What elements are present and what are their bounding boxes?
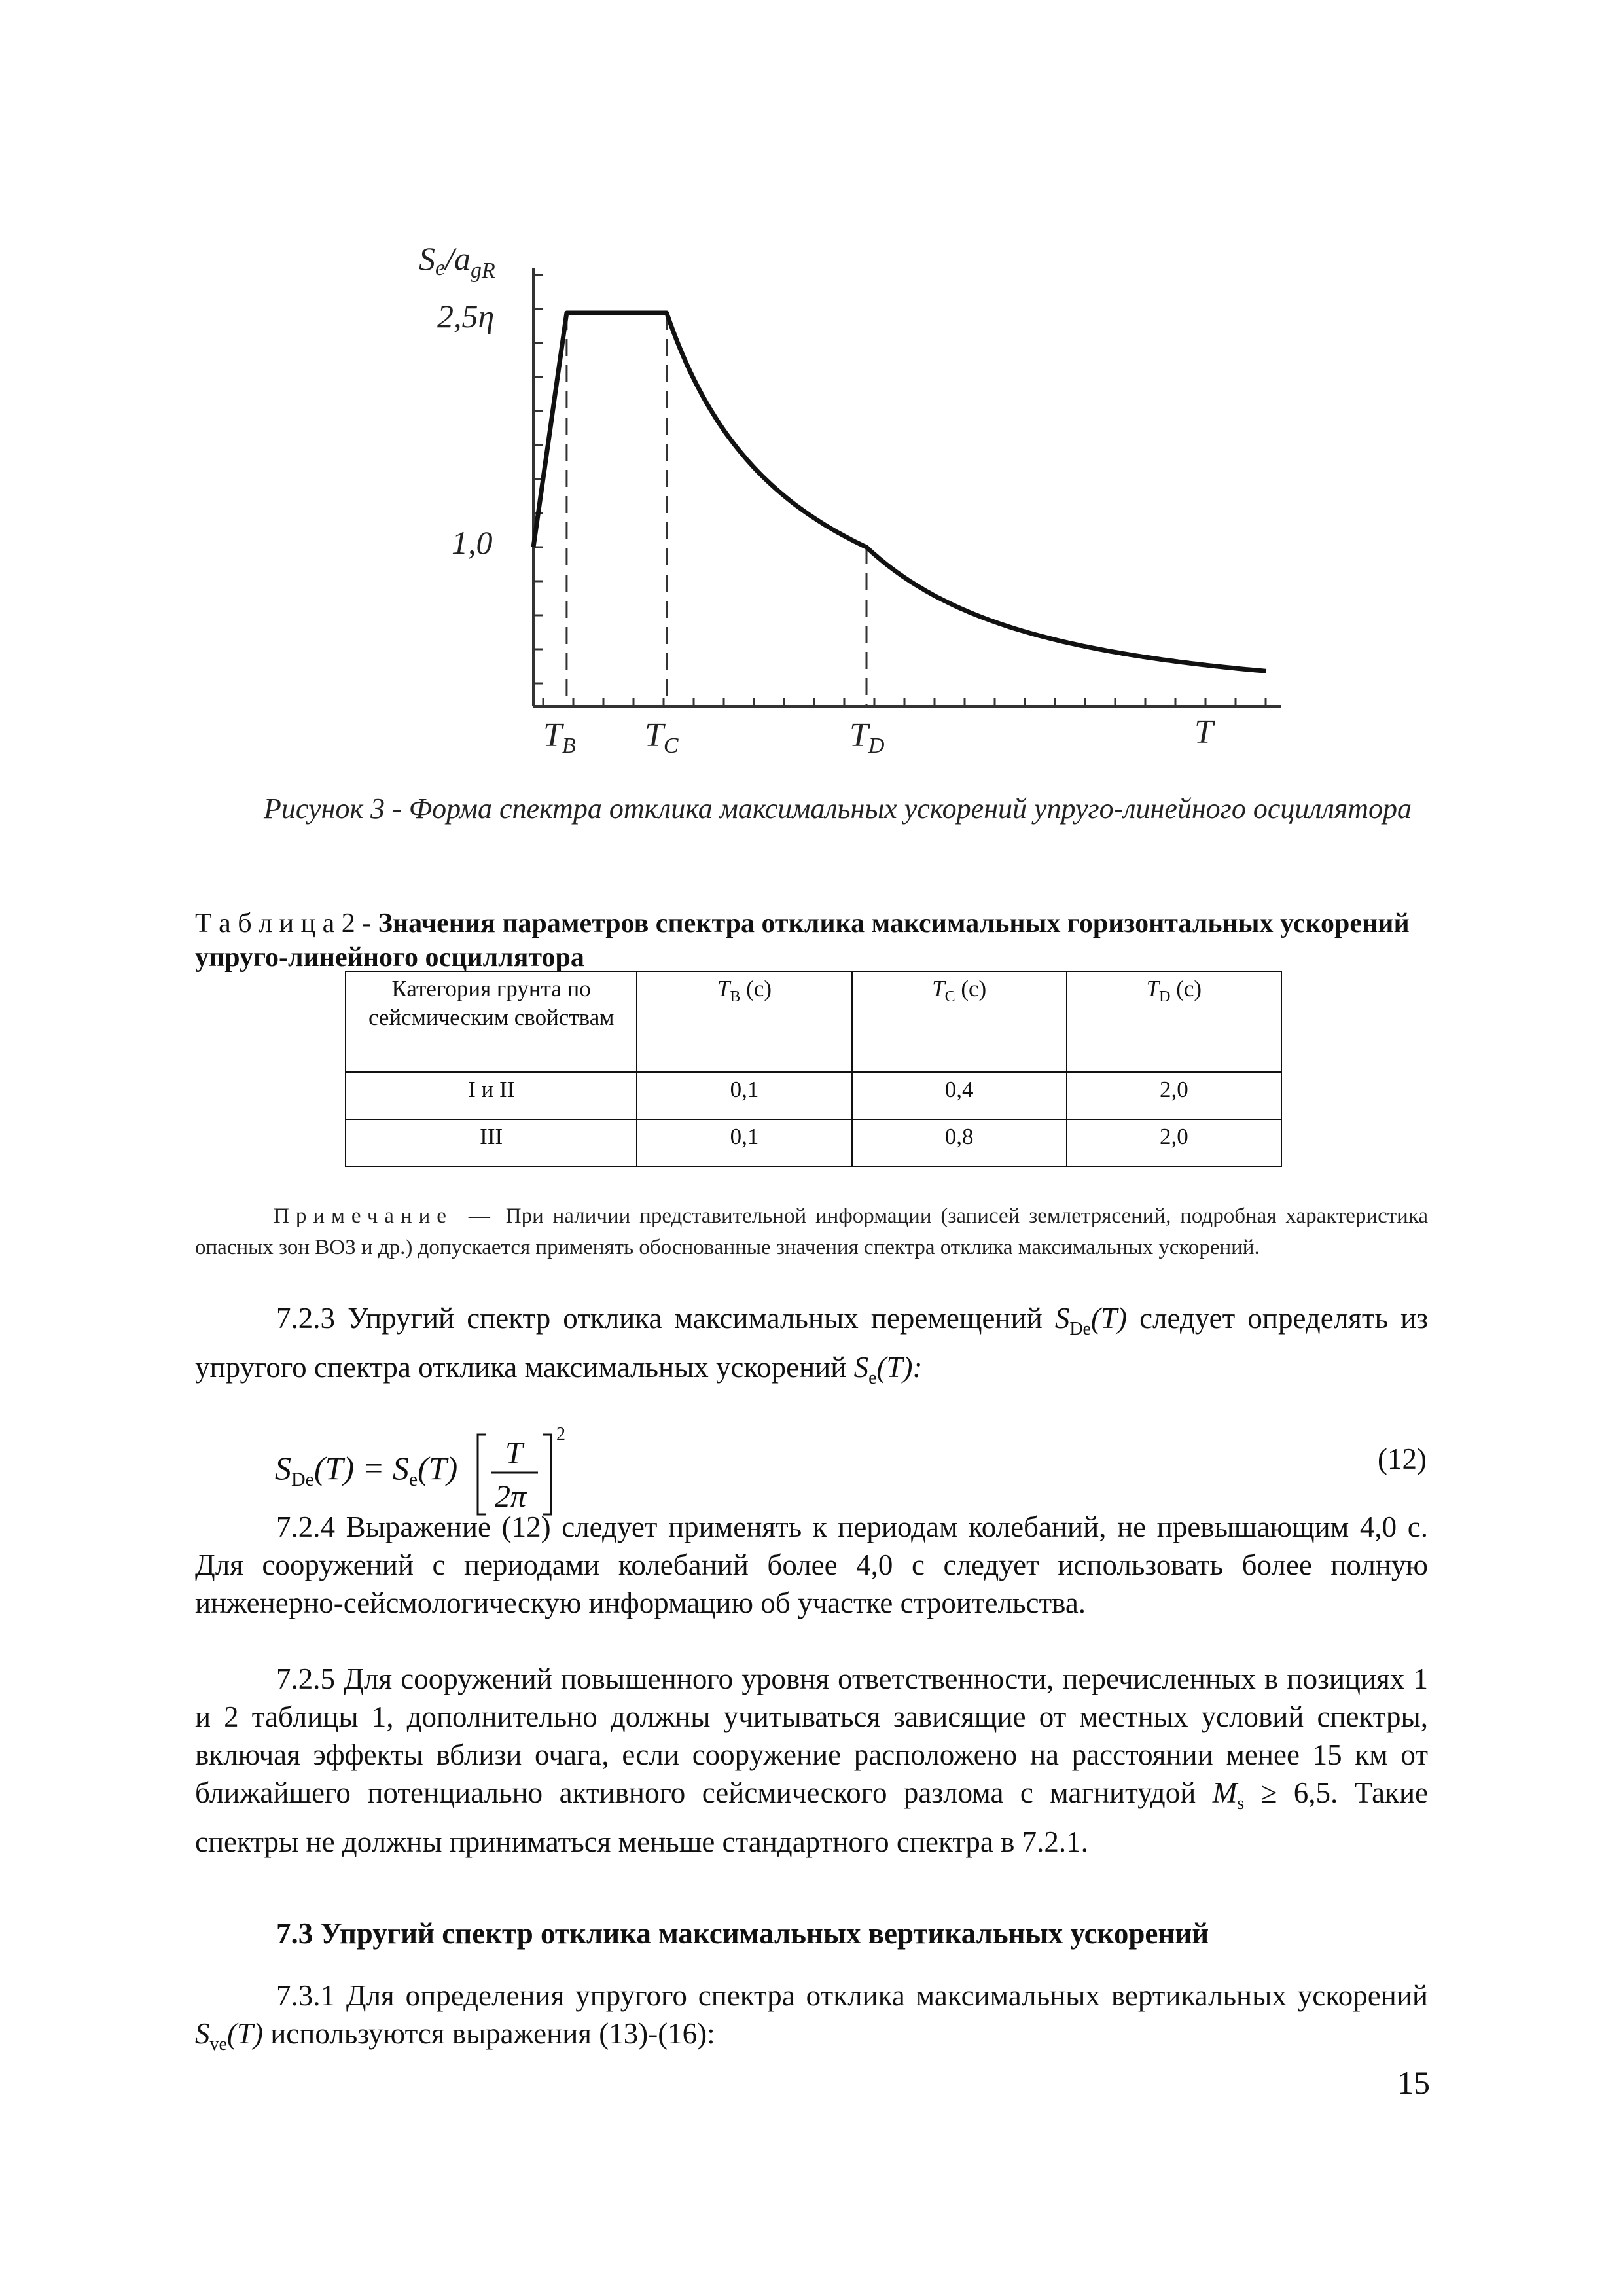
y-axis-label: $Se/a_{gR}$ <box>419 240 495 283</box>
table-cell: 0,1 <box>637 1119 851 1166</box>
table-header-row <box>346 971 1281 1072</box>
table-title <box>195 906 1438 975</box>
table-cell: 2,0 <box>1067 1072 1281 1119</box>
x-label-td: TD <box>849 717 885 758</box>
fraction-numerator: T <box>505 1436 523 1471</box>
header-soil-category: Категория грунта по сейсмическим свойствам <box>346 971 637 1072</box>
figure-caption: Рисунок 3 - Форма спектра отклика максимальных ускорений упруго-линейного осциллятора <box>264 793 1412 825</box>
table-cell: 2,0 <box>1067 1119 1281 1166</box>
x-label-tb: TB <box>543 717 576 758</box>
table-row <box>346 1119 1281 1166</box>
response-spectrum-chart <box>0 0 1623 785</box>
paragraph-7-3-1: 7.3.1 Для определения упругого спектра отклика максимальных вертикальных ускорений $S_{ve}(T)$ используются выражения (13)-(16): <box>195 1979 1428 2054</box>
table-cell: 0,4 <box>852 1072 1067 1119</box>
table-note <box>195 1200 1428 1263</box>
header-tc: $T_C$ (с) <box>852 971 1067 1072</box>
table-title-label: Т а б л и ц а 2 - <box>195 908 372 939</box>
paragraph-7-2-5: 7.2.5 Для сооружений повышенного уровня ответственности, перечисленных в позициях 1 и 2 таблицы 1, дополнительно должны учитываться зависящие от местных условий спектры, включая эффекты вблизи очага, если сооружение расположено на расстоянии менее 15 км от ближайшего потенциально активного сейсмического разлома с магнитудой $M_s \ge 6,5$. Такие спектры не должны приниматься меньше стандартного спектра в 7.2.1. <box>195 1662 1429 1858</box>
table-title-text: Значения параметров спектра отклика максимальных горизонтальных ускорений упруго-линейного осциллятора <box>195 908 1410 973</box>
header-tb: $T_B$ (с) <box>637 971 851 1072</box>
note-text: При наличии представительной информации (записей землетрясений, подробная характеристика опасных зон ВОЗ и др.) допускается применять обоснованные значения спектра отклика максимальных ускорений. <box>195 1204 1428 1259</box>
paragraph-7-2-4: 7.2.4 Выражение (12) следует применять к периодам колебаний, не превышающим 4,0 с. Для сооружений с периодами колебаний более 4,0 с следует использовать более полную инженерно-сейсмологическую информацию об участке строительства. <box>195 1511 1428 1619</box>
left-bracket <box>478 1435 486 1515</box>
formula-exponent: 2 <box>556 1424 565 1444</box>
x-label-t: T <box>1194 713 1213 751</box>
parameters-table <box>345 971 1282 1167</box>
header-td: $T_D$ (с) <box>1067 971 1281 1072</box>
svg-text:SDe(T) = Se(T): $S_{De}(T) = S_e(T)$ <box>275 1450 458 1490</box>
right-bracket <box>543 1435 551 1515</box>
spectrum-curve <box>533 313 1266 671</box>
table-cell: 0,1 <box>637 1072 851 1119</box>
table-cell: III <box>346 1119 637 1166</box>
y-tick-label-one: 1,0 <box>452 524 493 561</box>
table-row <box>346 1072 1281 1119</box>
formula-number: (12) <box>1378 1443 1427 1475</box>
page-number: 15 <box>1397 2064 1430 2101</box>
paragraph-7-2-3: 7.2.3 Упругий спектр отклика максимальных перемещений $S_{De}(T)$ следует определять из упругого спектра отклика максимальных ускорений $S_e(T)$: <box>195 1302 1429 1388</box>
fraction-denominator: 2π <box>495 1479 527 1514</box>
table-cell: I и II <box>346 1072 637 1119</box>
table-cell: 0,8 <box>852 1119 1067 1166</box>
section-heading-7-3: 7.3 Упругий спектр отклика максимальных вертикальных ускорений <box>276 1917 1209 1950</box>
note-lead: Примечание — <box>274 1204 497 1228</box>
y-tick-label-top: 2,5η <box>437 298 495 334</box>
x-label-tc: TC <box>645 717 679 758</box>
